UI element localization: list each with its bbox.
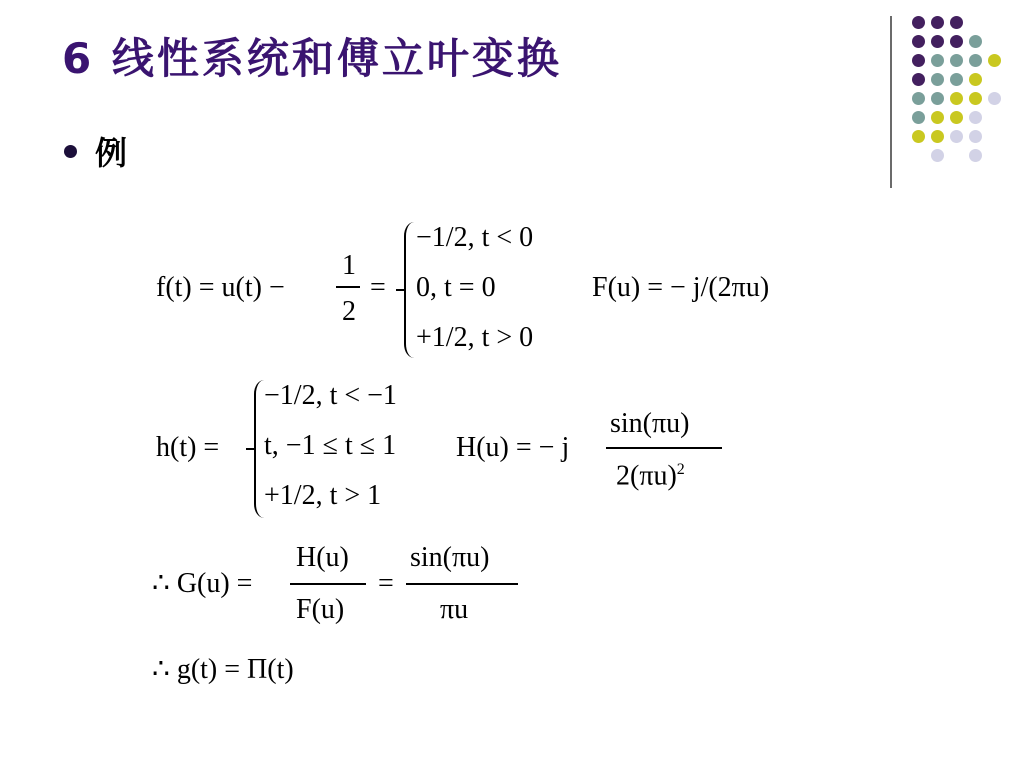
eq3-lhs: ∴ G(u) =	[152, 568, 253, 599]
eq2-frac-den-exp: 2	[676, 461, 685, 478]
eq2-case-3: +1/2, t > 1	[264, 480, 382, 511]
decoration-dot	[912, 16, 925, 29]
eq3-frac1-bar	[290, 583, 366, 585]
eq1-case-2: 0, t = 0	[416, 272, 496, 303]
decoration-dot	[950, 111, 963, 124]
eq1-frac-num: 1	[342, 250, 356, 281]
equation-4: ∴ g(t) = Π(t)	[152, 654, 294, 685]
decoration-dot	[931, 73, 944, 86]
decoration-dot	[950, 92, 963, 105]
decoration-dot	[969, 73, 982, 86]
eq1-rhs: F(u) = − j/(2πu)	[592, 272, 770, 303]
bullet-icon	[64, 145, 77, 158]
eq2-frac-den-base: 2(πu)	[616, 460, 677, 492]
decoration-dot	[950, 73, 963, 86]
decoration-dot	[931, 149, 944, 162]
bullet-item	[64, 128, 127, 174]
eq2-lhs: h(t) =	[156, 432, 220, 463]
eq2-brace-tip	[246, 448, 256, 450]
eq3-frac1-num: H(u)	[296, 542, 349, 573]
decoration-dot	[969, 92, 982, 105]
decoration-dot	[912, 130, 925, 143]
eq3-frac2-num: sin(πu)	[410, 542, 490, 573]
eq2-frac-den	[616, 462, 685, 490]
decoration-dot	[969, 130, 982, 143]
decoration-dot	[950, 35, 963, 48]
eq1-frac-bar	[336, 286, 360, 288]
decoration-dot	[988, 54, 1001, 67]
divider-line	[890, 16, 892, 188]
decoration-dot	[969, 35, 982, 48]
decoration-dot	[969, 149, 982, 162]
decoration-dot	[912, 73, 925, 86]
decoration-dot	[912, 92, 925, 105]
decoration-dot	[912, 54, 925, 67]
eq1-lhs: f(t) = u(t) −	[156, 272, 285, 303]
decoration-dot	[912, 35, 925, 48]
decoration-dot	[950, 130, 963, 143]
eq2-case-1: −1/2, t < −1	[264, 380, 397, 411]
decoration-dot	[931, 16, 944, 29]
eq3-frac1-den: F(u)	[296, 594, 345, 625]
eq3-equals: =	[378, 568, 394, 599]
decoration-dot	[969, 111, 982, 124]
eq3-frac2-den: πu	[440, 594, 469, 625]
decoration-dot	[931, 111, 944, 124]
decoration-dot	[950, 16, 963, 29]
decoration-dot	[969, 54, 982, 67]
bullet-text: 例	[95, 134, 128, 172]
eq1-frac-den: 2	[342, 296, 356, 327]
eq3-frac2-bar	[406, 583, 518, 585]
eq1-case-3: +1/2, t > 0	[416, 322, 534, 353]
decoration-dot	[931, 92, 944, 105]
decoration-dot	[988, 92, 1001, 105]
decoration-dot	[912, 111, 925, 124]
decoration-dot	[931, 130, 944, 143]
decoration-dot	[931, 35, 944, 48]
eq2-frac-num: sin(πu)	[610, 408, 690, 439]
decoration-dot	[931, 54, 944, 67]
eq2-case-2: t, −1 ≤ t ≤ 1	[264, 430, 397, 461]
eq1-brace-tip	[396, 289, 406, 291]
eq2-rhs-prefix: H(u) = − j	[456, 432, 570, 463]
eq1-equals: =	[370, 272, 386, 303]
slide-title: 6 线性系统和傅立叶变换	[62, 34, 562, 83]
decoration-dot	[950, 54, 963, 67]
eq2-frac-bar	[606, 447, 722, 449]
eq1-case-1: −1/2, t < 0	[416, 222, 534, 253]
